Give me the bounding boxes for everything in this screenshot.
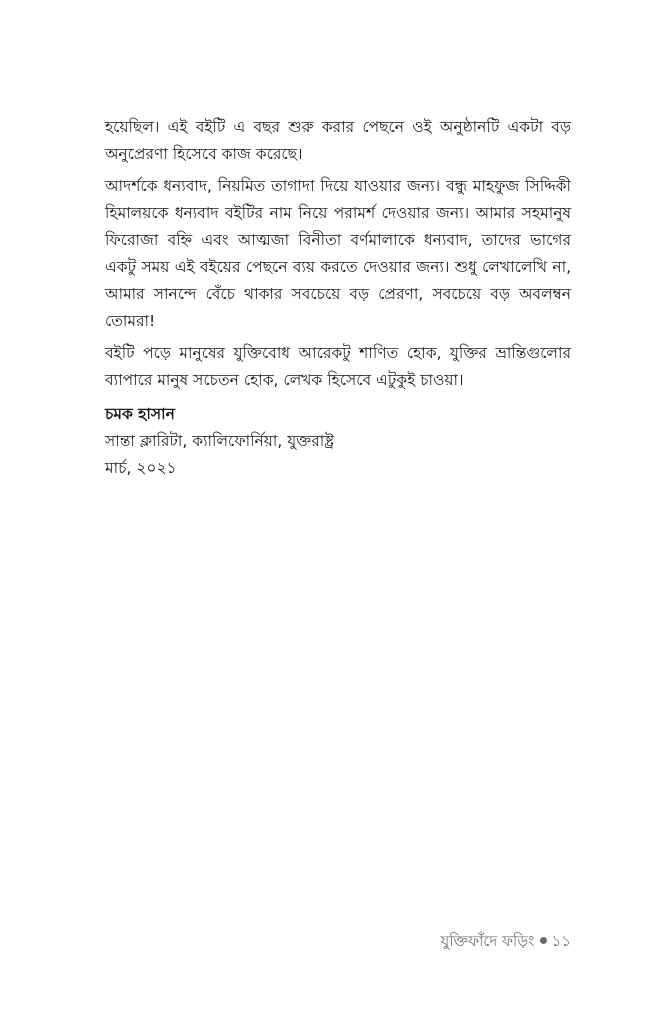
page-footer	[441, 930, 571, 955]
paragraph-author-wish: বইটি পড়ে মানুষের যুক্তিবোধ আরেকটু শাণিত হোক, যুক্তির ভ্রান্তিগুলোর ব্যাপারে মানুষ সচেতন হোক, লেখক হিসেবে এটুকুই চাওয়া।	[105, 344, 571, 389]
signature-block	[105, 401, 571, 482]
signature-date: মার্চ, ২০২১	[105, 459, 177, 477]
paragraph-acknowledgements: আদর্শকে ধন্যবাদ, নিয়মিত তাগাদা দিয়ে যাওয়ার জন্য। বন্ধু মাহফুজ সিদ্দিকী হিমালয়কে ধন্যবাদ বইটির নাম নিয়ে পরামর্শ দেওয়ার জন্য। আমার সহমানুষ ফিরোজা বহ্নি এবং আত্মজা বিনীতা বর্ণমালাকে ধন্যবাদ, তাদের ভাগের একটু সময় এই বইয়ের পেছনে ব্যয় করতে দেওয়ার জন্য। শুধু লেখালেখি না, আমার সানন্দে বেঁচে থাকার সবচেয়ে বড় প্রেরণা, সবচেয়ে বড় অবলম্বন তোমরা!	[105, 177, 571, 330]
paragraph-inspiration: হয়েছিল। এই বইটি এ বছর শুরু করার পেছনে ওই অনুষ্ঠানটি একটা বড় অনুপ্রেরণা হিসেবে কাজ করেছে।	[105, 118, 571, 163]
author-location: সান্তা ক্লারিটা, ক্যালিফোর্নিয়া, যুক্তরাষ্ট্র	[105, 432, 335, 450]
page-number: ১১	[551, 932, 571, 950]
running-book-title: যুক্তিফাঁদে ফড়িং	[440, 932, 535, 950]
author-name: চমক হাসান	[105, 405, 175, 423]
bullet-separator-icon	[540, 937, 547, 944]
page-body	[105, 114, 571, 482]
